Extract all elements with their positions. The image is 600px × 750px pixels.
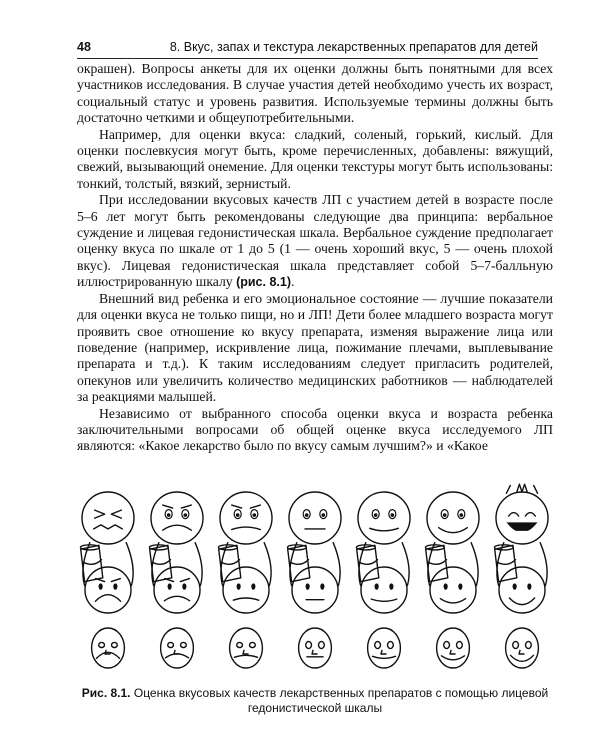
- face-simple-smileys-very-bad: [85, 567, 131, 613]
- face-illustrated-children-good: [356, 492, 410, 586]
- paragraph-2: Например, для оценки вкуса: сладкий, соленый, горький, кислый. Для оценки послевкусия могут быть, кроме перечисленных, добавлены: вяжущий, свежий, вызывающий онемение. Для оценки текстуры могут быть использованы: тонкий, толстый, вязкий, зернистый.: [77, 126, 553, 191]
- running-header: [77, 38, 538, 59]
- face-outline-faces-neutral: [299, 628, 332, 668]
- face-illustrated-children-very-good: [425, 492, 479, 586]
- face-outline-faces-slightly-bad: [230, 628, 263, 668]
- running-title: 8. Вкус, запах и текстура лекарственных препаратов для детей: [169, 40, 538, 54]
- face-illustrated-children-disgust: [80, 492, 134, 586]
- hedonic-face-scale: [70, 468, 560, 678]
- face-outline-faces-very-good: [506, 628, 539, 668]
- figure-caption: [77, 686, 553, 716]
- face-simple-smileys-very-good: [499, 567, 545, 613]
- face-outline-faces-bad: [161, 628, 194, 668]
- face-simple-smileys-slightly-bad: [223, 567, 269, 613]
- paragraph-3-text: При исследовании вкусовых качеств ЛП с участием детей в возрасте после 5–6 лет могут быть рекомендованы следующие два принципа: вербальное суждение и лицевая гедонистическая шкала. Вербальное суждение предполагает оценку вкуса по шкале от 1 до 5 (1 — очень хороший вкус, 5 — очень плохой вкус). Лицевая гедонистическая шкала представляет собой 5–7-балльную иллюстрированную шкалу: [77, 192, 553, 290]
- face-illustrated-children-neutral: [287, 492, 341, 586]
- figure-8-1: [70, 468, 560, 678]
- caption-text: Оценка вкусовых качеств лекарственных препаратов с помощью лицевой гедонистической шкалы: [133, 686, 549, 715]
- face-simple-smileys-good: [430, 567, 476, 613]
- face-simple-smileys-neutral: [292, 567, 338, 613]
- face-illustrated-children-excellent: [494, 484, 548, 585]
- face-simple-smileys-slightly-good: [361, 567, 407, 613]
- face-illustrated-children-very-bad: [149, 492, 203, 586]
- figure-reference[interactable]: (рис. 8.1): [236, 275, 291, 290]
- body-text: [77, 61, 553, 455]
- paragraph-3: [77, 192, 553, 290]
- paragraph-3-end: .: [291, 274, 295, 290]
- paragraph-1: окрашен). Вопросы анкеты для их оценки должны быть понятными для всех участников исследования. В случае участия детей необходимо учесть их возраст, социальный статус и уровень развития. Используемые термины должны быть достаточно четкими и общеупотребительными.: [77, 61, 553, 126]
- paragraph-4: Внешний вид ребенка и его эмоциональное состояние — лучшие показатели для оценки вкуса не только пищи, но и ЛП! Дети более младшего возраста могут проявить свое отношение ко вкусу препарата, изменяя выражение лица или поведение (например, искривление лица, пожимание плечами, выплевывание препарата и т.д.). К таким исследованиям следует пригласить родителей, опекунов или увеличить количество медицинских работников — наблюдателей за реакциями малышей.: [77, 290, 553, 405]
- page-number: 48: [77, 40, 91, 54]
- caption-label: Рис. 8.1.: [81, 686, 131, 700]
- face-outline-faces-very-bad: [92, 628, 125, 668]
- face-simple-smileys-bad: [154, 567, 200, 613]
- paragraph-5: Независимо от выбранного способа оценки вкуса и возраста ребенка заключительными вопросами об общей оценке вкуса исследуемого ЛП являются: «Какое лекарство было по вкусу самым лучшим?» и «Какое: [77, 405, 553, 454]
- face-illustrated-children-bad: [218, 492, 272, 586]
- face-outline-faces-slightly-good: [368, 628, 401, 668]
- face-outline-faces-good: [437, 628, 470, 668]
